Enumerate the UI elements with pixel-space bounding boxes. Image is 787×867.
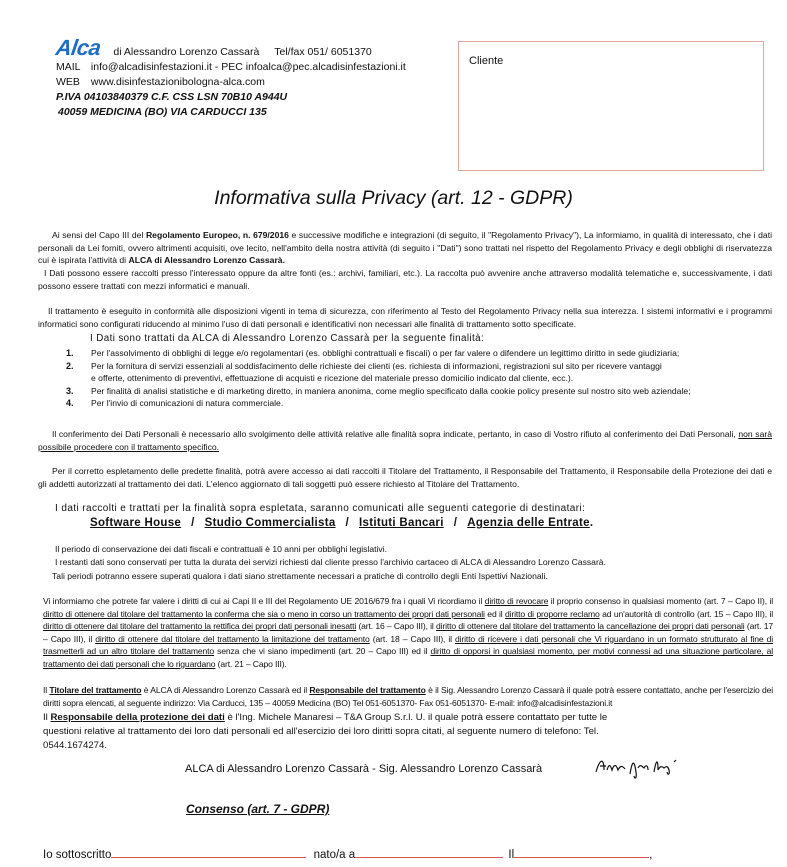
- finalita-item: [66, 385, 766, 398]
- conservazione-line: Il periodo di conservazione dei dati fiscali e contrattuali è 10 anni per obblighi legislativi.: [55, 544, 388, 554]
- intro-paragraph: [38, 229, 772, 267]
- item-text: Per finalità di analisi statistiche e di marketing diretto, in maniera anonima, come meglio specificato dalla cookie policy presente sul nostro sito web aziendale;: [91, 385, 691, 396]
- handwritten-signature: [592, 754, 684, 785]
- comma: ,: [649, 849, 653, 861]
- item-number: 2.: [66, 360, 74, 371]
- dpo-label: Responsabile della protezione dei dati: [50, 712, 225, 723]
- company-name: di Alessandro Lorenzo Cassarà: [113, 46, 260, 58]
- text: Il: [43, 712, 51, 723]
- responsabile-label: Responsabile del trattamento: [309, 685, 426, 695]
- company-ref: ALCA di Alessandro Lorenzo Cassarà.: [128, 255, 285, 266]
- text: (art. 17 – Capo III), il: [43, 621, 774, 644]
- item-text: Per la fornitura di servizi essenziali al soddisfacimento delle richieste dei clienti (es. richiesta di informazioni, registrazioni sul sito per ricevere vantaggi: [91, 360, 662, 371]
- mail-label: MAIL: [56, 61, 81, 73]
- text: il proprio consenso in qualsiasi momento (art. 7 – Capo II), il: [548, 596, 773, 606]
- right-link: diritto di revocare: [484, 596, 549, 606]
- separator: /: [453, 517, 458, 529]
- destinatari-intro: I dati raccolti e trattati per la finalità sopra espletata, saranno comunicati alle seguenti categorie di destinatari:: [55, 503, 586, 514]
- cliente-box[interactable]: [458, 41, 764, 171]
- header-line-1: [54, 35, 406, 60]
- alca-logo: Alca: [54, 35, 103, 60]
- destinatario-item: Studio Commercialista: [204, 517, 336, 529]
- telfax: Tel/fax 051/ 6051370: [274, 46, 372, 58]
- titolare-label: Titolare del trattamento: [49, 685, 142, 695]
- item-number: 1.: [66, 348, 74, 358]
- text: Ai sensi del Capo III del: [52, 230, 146, 240]
- right-link: diritto di proporre reclamo: [505, 608, 600, 619]
- text: (art. 16 – Capo III), il: [356, 621, 437, 632]
- finalita-item: [66, 397, 766, 410]
- data-nascita-field[interactable]: [514, 846, 649, 858]
- right-link: diritto di ottenere dal titolare del trattamento la limitazione del trattamento: [95, 633, 370, 644]
- text: (art. 21 – Capo III).: [215, 658, 287, 669]
- text: è l'Ing. Michele Manaresi – T&A Group S.r.l. U. il quale potrà essere contattato per tutte le questioni relative al trattamento dei loro dati personali ed all'esercizio dei loro diritti sopra citati, al seguente numero di telefono: Tel. 0544.1674274.: [43, 712, 608, 751]
- company-header: [54, 35, 406, 120]
- item-number: 4.: [66, 398, 74, 409]
- text: è ALCA di Alessandro Lorenzo Cassarà ed il: [141, 685, 310, 695]
- item-number: 3.: [66, 385, 74, 396]
- sottoscritto-label: Io sottoscritto: [43, 849, 112, 861]
- text: (art. 18 – Capo III), il: [369, 633, 456, 644]
- header-mail: [56, 60, 406, 75]
- mail-value: info@alcadisinfestazioni.it - PEC infoalca@pec.alcadisinfestazioni.it: [90, 61, 406, 73]
- text: Il: [43, 685, 50, 695]
- dpo-paragraph: [43, 711, 643, 753]
- item-text: Per l'assolvimento di obblighi di legge e/o regolamentari (es. obblighi contrattuali e fiscali) o per far valere o difendere un legittimo diritto in sede giudiziaria;: [91, 348, 680, 358]
- conservazione-block: [52, 543, 606, 583]
- web-label: WEB: [56, 76, 80, 88]
- destinatario-item: Istituti Bancari: [359, 517, 444, 529]
- text: ad un'autorità di controllo (art. 15 – Capo III), il: [599, 608, 773, 619]
- text: è il Sig. Alessandro Lorenzo Cassarà il quale potrà essere contattato, anche per l'esercizio dei diritti sopra elencati, al seguente indirizzo: Via Carducci, 135 – 40059 Medicina (BO) Tel 051-6051370- Fax 051-6051370- E-mail: info@alcadisinfestazioni.it: [43, 685, 774, 708]
- web-value: www.disinfestazionibologna-alca.com: [90, 76, 265, 88]
- destinatario-item: Software House: [90, 517, 182, 529]
- separator: /: [345, 517, 350, 529]
- right-link: diritto di ottenere dal titolare del trattamento la cancellazione dei propri dati personali: [436, 621, 745, 632]
- text: Il conferimento dei Dati Personali è necessario allo svolgimento delle attività relative alle finalità sopra indicate, pertanto, in caso di Vostro rifiuto al conferimento dei Dati Personali,: [52, 429, 739, 439]
- diritti-paragraph: [43, 595, 773, 671]
- finalita-item: [66, 347, 766, 360]
- cliente-label: Cliente: [469, 55, 504, 67]
- separator: /: [191, 517, 195, 529]
- signature-line: ALCA di Alessandro Lorenzo Cassarà - Sig. Alessandro Lorenzo Cassarà: [185, 763, 543, 775]
- regolamento-ref: Regolamento Europeo, n. 679/2016: [145, 230, 289, 240]
- trattamento-paragraph: Il trattamento è eseguito in conformità alle disposizioni vigenti in tema di sicurezza, con riferimento al Testo del Regolamento Privacy nella sua interezza. I sistemi informativi e i programmi informatici sono configurati riducendo al minimo l'uso di dati personali e identificativi non necessari alle finalità di trattamento sotto specificate.: [38, 306, 772, 329]
- header-address: 40059 MEDICINA (BO) VIA CARDUCCI 135: [58, 106, 267, 118]
- finalita-item: [66, 360, 766, 373]
- sottoscritto-field[interactable]: [111, 846, 306, 858]
- luogo-nascita-field[interactable]: [355, 846, 503, 858]
- header-piva: P.IVA 04103840379 C.F. CSS LSN 70B10 A944U: [56, 91, 288, 103]
- text: senza che vi siano impedimenti (art. 20 – Capo III) ed il: [214, 646, 431, 657]
- item-text: Per l'invio di comunicazioni di natura commerciale.: [91, 398, 284, 409]
- destinatari-list: [90, 517, 593, 529]
- conservazione-line: Tali periodi potranno essere superati qualora i dati siano strettamente necessari a pratiche di controllo degli Enti Ispettivi Nazionali.: [52, 570, 548, 581]
- right-link: diritto di ottenere dal titolare del trattamento la conferma che sia o meno in corso un trattamento dei propri dati personali: [43, 608, 485, 619]
- header-web: [56, 75, 406, 90]
- item-text-continued: e offerte, ottenimento di preventivi, effettuazione di acquisti e ricezione del materiale presso domicilio indicato dal cliente, ecc.).: [91, 373, 574, 384]
- titolare-paragraph: [43, 684, 773, 709]
- il-label: Il: [508, 849, 515, 861]
- text: ed il: [484, 608, 506, 619]
- right-link: diritto di ricevere i dati personali che Vi riguardano in un formato strutturato al fine di trasmetterli ad un altro titolare del trattamento: [43, 633, 773, 657]
- consenso-form-line: [43, 846, 652, 861]
- raccolta-paragraph: I Dati possono essere raccolti presso l'interessato oppure da altre fonti (es.: archivi, familiari, etc.). La raccolta può avvenire anche attraverso modalità telematiche e, successivamente, i dati possono essere trattati con mezzi informatici e manuali.: [38, 268, 772, 291]
- finalita-intro: I Dati sono trattati da ALCA di Alessandro Lorenzo Cassarà per la seguente finalità:: [90, 333, 485, 344]
- text: e successive modifiche e integrazioni (di seguito, il "Regolamento Privacy"), La informiamo, in qualità di interessato, che i dati personali da Lei forniti, ovvero altrimenti acquisiti, ove lecito, nell'ambito della nostra attività (di seguito i "Dati") sono trattati nel rispetto del Regolamento Privacy e degli obblighi di riservatezza cui è ispirata l'attività di: [38, 230, 772, 266]
- text: Vi informiamo che potrete far valere i diritti di cui ai Capi II e III del Regolamento UE 2016/679 fra i quali Vi ricordiamo il: [43, 596, 485, 606]
- underlined-text: non sarà possibile procedere con il trattamento specifico.: [38, 429, 772, 452]
- signature-scribble-icon: [592, 754, 684, 780]
- destinatario-item: Agenzia delle Entrate: [467, 517, 590, 529]
- conservazione-line: I restanti dati sono conservati per tutta la durata dei servizi richiesti dal cliente presso l'archivio cartaceo di ALCA di Alessandro Lorenzo Cassarà.: [55, 557, 606, 568]
- conferimento-paragraph: [38, 428, 772, 453]
- period: .: [589, 517, 594, 529]
- page-title: Informativa sulla Privacy (art. 12 - GDPR): [214, 187, 573, 209]
- consenso-title: Consenso (art. 7 - GDPR): [186, 802, 330, 816]
- nato-label: nato/a a: [313, 849, 356, 861]
- right-link: diritto di ottenere dal titolare del trattamento la rettifica dei propri dati personali inesatti: [43, 621, 357, 632]
- accesso-paragraph: Per il corretto espletamento delle predette finalità, potrà avere accesso ai dati raccolti il Titolare del Trattamento, il Responsabile del Trattamento, il Responsabile della Protezione dei dati e gli addetti autorizzati al trattamento dei dati. L'elenco aggiornato di tali soggetti può essere richiesto al Titolare del Trattamento.: [38, 466, 772, 489]
- right-link: diritto di opporsi in qualsiasi momento, per motivi connessi ad una situazione particolare, al trattamento dei dati personali che lo riguardano: [43, 646, 773, 669]
- finalita-list: [66, 347, 766, 410]
